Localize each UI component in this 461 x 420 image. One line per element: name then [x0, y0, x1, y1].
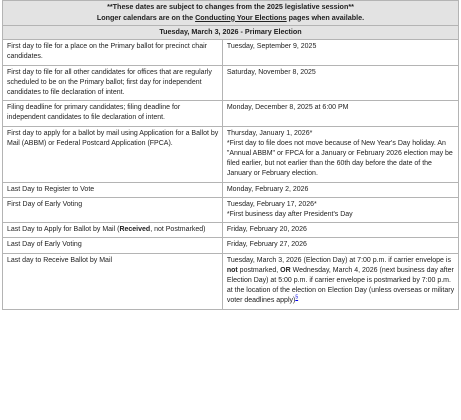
- event-date: Friday, February 27, 2026: [222, 238, 458, 253]
- table-row: [3, 182, 459, 197]
- event-label: First day to file for all other candidates for offices that are regularly scheduled to be on the Primary ballot; first day for independent candidates to file declaration of intent.: [3, 65, 223, 101]
- event-label: First Day of Early Voting: [3, 197, 223, 222]
- notice-line-2: [6, 13, 455, 24]
- event-date: Tuesday, February 17, 2026*: [226, 200, 317, 208]
- table-row: [3, 65, 459, 101]
- event-label: Filing deadline for primary candidates; filing deadline for independent candidates to file declaration of intent.: [3, 101, 223, 126]
- date-text: Tuesday, March 3, 2026 (Election Day) at 7:00 p.m. if carrier envelope is: [226, 256, 451, 264]
- received-emphasis: Received: [119, 226, 151, 234]
- section-header: [3, 26, 459, 40]
- event-date: Saturday, November 8, 2025: [222, 65, 458, 101]
- event-label: First day to apply for a ballot by mail using Application for a Ballot by Mail (ABBM) or Federal Postcard Application (FPCA).: [3, 126, 223, 182]
- table-row: [3, 253, 459, 309]
- table-row: [3, 101, 459, 126]
- event-date: Tuesday, September 9, 2025: [222, 40, 458, 65]
- table-row: [3, 197, 459, 222]
- event-note: *First day to file does not move because of New Year's Day holiday. An "Annual ABBM" or FPCA for a January or February 2026 election may be filed earlier, but not earlier than the 60th day before the date of the January or February election.: [226, 139, 453, 178]
- conducting-elections-link[interactable]: Conducting Your Elections: [195, 12, 287, 22]
- footnote-link[interactable]: 5: [295, 295, 299, 302]
- notice-banner: [3, 1, 459, 26]
- event-label: Last day to Receive Ballot by Mail: [3, 253, 223, 309]
- date-text: Wednesday, March 4, 2026 (next business day after Election Day) at 5:00 p.m. if carrier envelope is postmarked by 7:00 p.m. at the location of the election on Election Day (unless overseas or military voter deadlines apply): [226, 266, 455, 305]
- date-text: postmarked,: [237, 266, 281, 274]
- event-note: *First business day after President's Day: [226, 211, 353, 219]
- event-date: Thursday, January 1, 2026*: [226, 129, 313, 137]
- event-label: Last Day of Early Voting: [3, 238, 223, 253]
- table-row: [3, 238, 459, 253]
- section-title: Tuesday, March 3, 2026 - Primary Election: [3, 26, 459, 40]
- notice-line-1: **These dates are subject to changes from the 2025 legislative session**: [107, 2, 354, 11]
- calendar-table: [2, 0, 459, 310]
- event-label: First day to file for a place on the Primary ballot for precinct chair candidates.: [3, 40, 223, 65]
- table-row: [3, 223, 459, 238]
- event-date: Friday, February 20, 2026: [222, 223, 458, 238]
- table-row: [3, 126, 459, 182]
- event-label-text: Last Day to Apply for Ballot by Mail (: [7, 226, 120, 234]
- event-label: [3, 223, 223, 238]
- notice-suffix: pages when available.: [286, 12, 365, 22]
- event-label: Last Day to Register to Vote: [3, 182, 223, 197]
- not-emphasis: not: [226, 266, 238, 274]
- table-row: [3, 40, 459, 65]
- or-emphasis: OR: [280, 266, 291, 274]
- election-calendar: [2, 0, 459, 310]
- notice-prefix: Longer calendars are on the: [96, 12, 196, 22]
- event-date: Monday, February 2, 2026: [222, 182, 458, 197]
- event-label-text: , not Postmarked): [150, 226, 206, 234]
- event-date: [222, 253, 458, 309]
- event-date: Monday, December 8, 2025 at 6:00 PM: [222, 101, 458, 126]
